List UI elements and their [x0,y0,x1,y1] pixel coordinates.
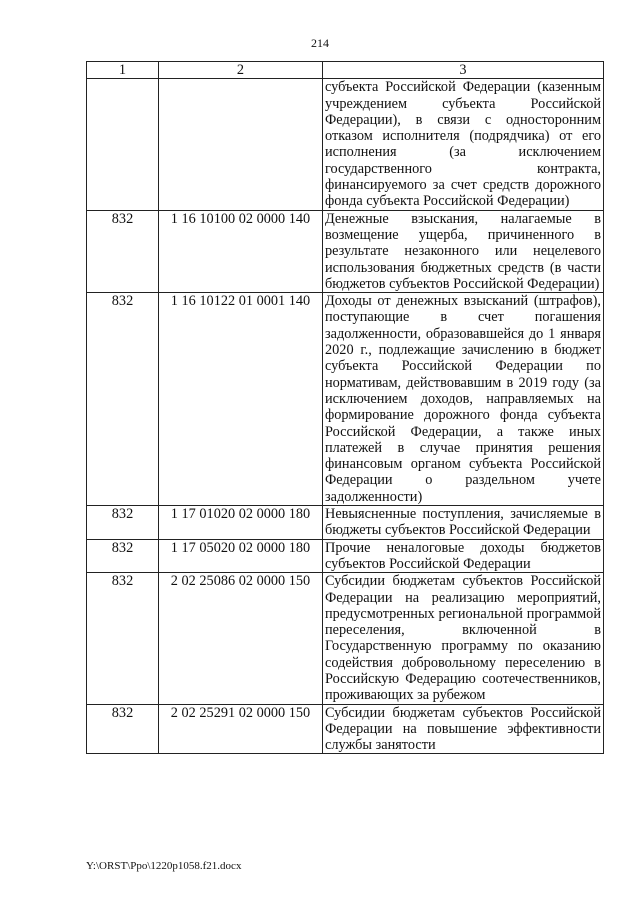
table-row [87,293,604,506]
description-cell: Доходы от денежных взысканий (штрафов), поступающие в счет погашения задолженности, образовавшейся до 1 января 2020 г., подлежащие зачислению в бюджет субъекта Российской Федерации по нормативам, действовавшим в 2019 году (за исключением доходов, направляемых на формирование дорожного фонда субъекта Российской Федерации, а также иных платежей в случае принятия решения финансовым органом субъекта Российской Федерации о раздельном учете задолженности) [323,293,604,506]
admin-code-cell: 832 [87,573,159,704]
description-cell: субъекта Российской Федерации (казенным учреждением субъекта Российской Федерации), в связи с односторонним отказом исполнителя (подрядчика) от его исполнения (за исключением государственного контракта, финансируемого за счет средств дорожного фонда субъекта Российской Федерации) [323,79,604,210]
table-row [87,704,604,754]
revenue-code-cell: 1 16 10122 01 0001 140 [159,293,323,506]
revenue-code-cell: 1 16 10100 02 0000 140 [159,210,323,292]
table-row [87,506,604,540]
admin-code-cell [87,79,159,210]
revenue-code-cell: 1 17 05020 02 0000 180 [159,539,323,573]
page-number: 214 [311,36,329,50]
description-cell: Денежные взыскания, налагаемые в возмещение ущерба, причиненного в результате незаконного или нецелевого использования бюджетных средств (в части бюджетов субъектов Российской Федерации) [323,210,604,292]
admin-code-cell: 832 [87,506,159,540]
budget-codes-table [86,61,604,754]
table-row [87,573,604,704]
admin-code-cell: 832 [87,704,159,754]
admin-code-cell: 832 [87,210,159,292]
table-row [87,210,604,292]
table-row [87,539,604,573]
description-cell: Субсидии бюджетам субъектов Российской Федерации на реализацию мероприятий, предусмотренных региональной программой переселения, включенной в Государственную программу по оказанию содействия добровольному переселению в Российскую Федерацию соотечественников, проживающих за рубежом [323,573,604,704]
table-header-row [87,62,604,79]
admin-code-cell: 832 [87,539,159,573]
revenue-code-cell: 2 02 25086 02 0000 150 [159,573,323,704]
revenue-code-cell: 1 17 01020 02 0000 180 [159,506,323,540]
header-col-3: 3 [323,62,604,79]
header-col-2: 2 [159,62,323,79]
description-cell: Субсидии бюджетам субъектов Российской Федерации на повышение эффективности службы занятости [323,704,604,754]
admin-code-cell: 832 [87,293,159,506]
revenue-code-cell: 2 02 25291 02 0000 150 [159,704,323,754]
description-cell: Прочие неналоговые доходы бюджетов субъектов Российской Федерации [323,539,604,573]
table-row [87,79,604,210]
file-path-footer: Y:\ORST\Ppo\1220p1058.f21.docx [86,860,242,872]
revenue-code-cell [159,79,323,210]
header-col-1: 1 [87,62,159,79]
description-cell: Невыясненные поступления, зачисляемые в бюджеты субъектов Российской Федерации [323,506,604,540]
